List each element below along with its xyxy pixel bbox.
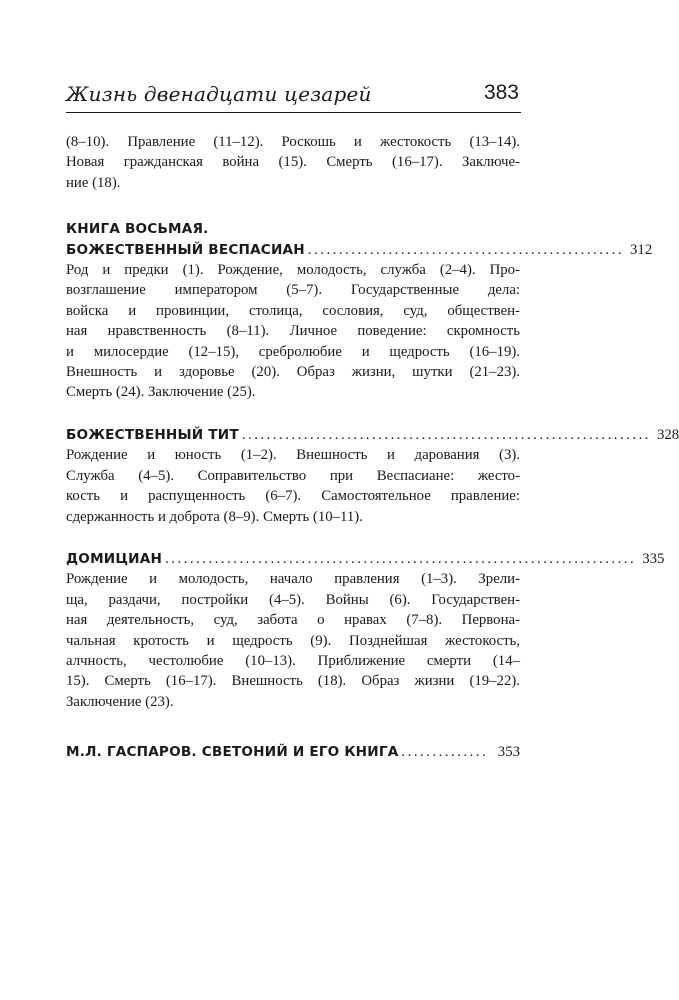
toc-heading-row <box>66 549 665 569</box>
toc-heading-row <box>66 425 679 445</box>
text-line: сдержанность и доброта (8–9). Смерть (10–11). <box>66 508 363 525</box>
text-line: ние (18). <box>66 174 121 191</box>
toc-heading-row <box>66 742 520 762</box>
running-header-title: Жизнь двенадцати цезарей <box>66 82 372 106</box>
text-line: ная деятельность, суд, забота о нравах (7–8). Первона- <box>66 612 520 629</box>
text-line: Род и предки (1). Рождение, молодость, служба (2–4). Про- <box>66 262 520 279</box>
intro-paragraph <box>66 132 520 193</box>
text-line: чальная кротость и щедрость (9). Позднейшая жестокость, <box>66 632 520 649</box>
running-header <box>66 80 521 113</box>
leader-dots: ............................................................................ <box>165 550 637 567</box>
text-line: возглашение императором (5–7). Государственные дела: <box>66 282 520 299</box>
toc-page-number: 335 <box>642 550 665 567</box>
toc-heading: М.Л. ГАСПАРОВ. СВЕТОНИЙ И ЕГО КНИГА <box>66 744 399 761</box>
toc-entry-essay <box>66 742 520 762</box>
toc-heading: БОЖЕСТВЕННЫЙ ВЕСПАСИАН <box>66 241 305 258</box>
leader-dots: ................................................... <box>307 241 625 258</box>
text-line: алчность, честолюбие (10–13). Приближение смерти (14– <box>66 652 520 669</box>
toc-page-number: 312 <box>630 241 653 258</box>
toc-entry-vespasian <box>66 219 653 403</box>
toc-content <box>66 132 679 763</box>
toc-page-number: 328 <box>656 426 679 443</box>
text-line: войска и провинции, столица, сословия, суд, обществен- <box>66 302 520 319</box>
text-line: (8–10). Правление (11–12). Роскошь и жестокость (13–14). <box>66 134 520 150</box>
toc-page-number: 353 <box>497 744 520 761</box>
text-line: 15). Смерть (16–17). Внешность (18). Образ жизни (19–22). <box>66 673 520 690</box>
text-line: ща, раздачи, постройки (4–5). Войны (6). Государствен- <box>66 591 520 608</box>
book-label: КНИГА ВОСЬМАЯ. <box>66 221 209 238</box>
text-line: Смерть (24). Заключение (25). <box>66 384 256 401</box>
text-line: Внешность и здоровье (20). Образ жизни, шутки (21–23). <box>66 364 520 381</box>
text-line: Рождение и юность (1–2). Внешность и дарования (3). <box>66 447 520 464</box>
text-line: и милосердие (12–15), сребролюбие и щедрость (16–19). <box>66 343 520 360</box>
text-line: Рождение и молодость, начало правления (1–3). Зрели- <box>66 571 520 588</box>
leader-dots: .............. <box>401 744 489 761</box>
page-number: 383 <box>483 81 519 104</box>
toc-heading: ДОМИЦИАН <box>66 550 163 567</box>
toc-heading: БОЖЕСТВЕННЫЙ ТИТ <box>66 426 239 443</box>
toc-entry-titus <box>66 425 679 527</box>
text-line: Служба (4–5). Соправительство при Веспасиане: жесто- <box>66 467 520 484</box>
text-line: Новая гражданская война (15). Смерть (16–17). Заключе- <box>66 154 520 171</box>
leader-dots: .................................................................. <box>241 426 651 443</box>
toc-heading-row <box>66 240 653 260</box>
toc-entry-domitian <box>66 549 665 712</box>
text-line: кость и распущенность (6–7). Самостоятельное правление: <box>66 488 520 505</box>
text-line: Заключение (23). <box>66 693 174 710</box>
text-line: ная нравственность (8–11). Личное поведение: скромность <box>66 323 520 340</box>
